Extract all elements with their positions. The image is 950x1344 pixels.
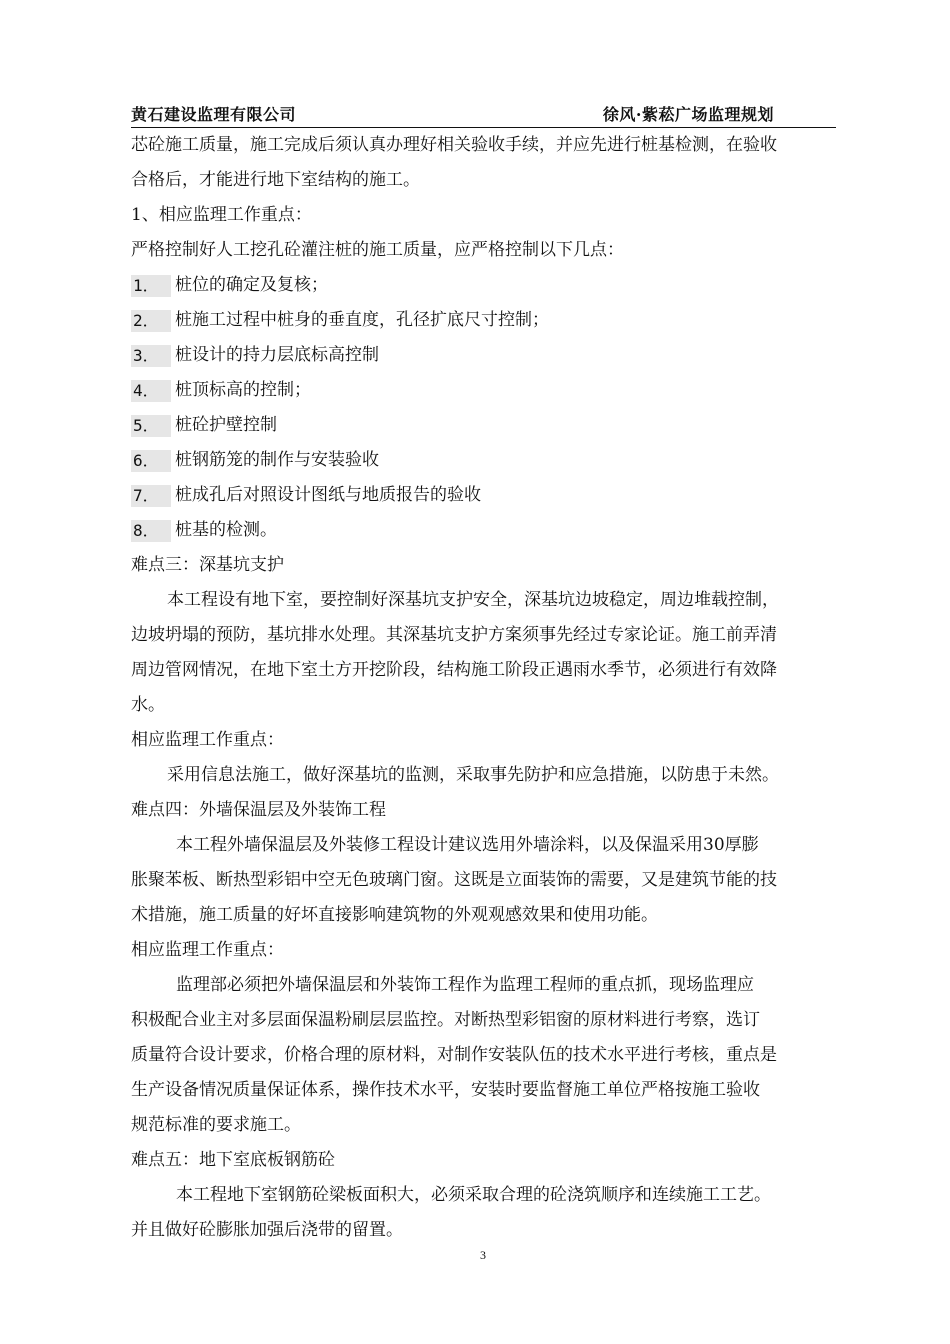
list-item (131, 478, 837, 513)
list-text: 桩位的确定及复核； (175, 275, 328, 295)
body-line: 严格控制好人工挖孔砼灌注桩的施工质量，应严格控制以下几点： (131, 240, 624, 260)
list-number: 2． (131, 310, 171, 332)
body-line: 并且做好砼膨胀加强后浇带的留置。 (131, 1220, 403, 1240)
list-number: 8． (131, 520, 171, 542)
list-item (131, 338, 837, 373)
body-line: 周边管网情况，在地下室土方开挖阶段，结构施工阶段正遇雨水季节，必须进行有效降 (131, 660, 777, 680)
subheading: 相应监理工作重点： (131, 730, 284, 750)
list-number: 3． (131, 345, 171, 367)
section-heading: 难点三：深基坑支护 (131, 555, 284, 575)
body-line: 规范标准的要求施工。 (131, 1115, 301, 1135)
header-project: 徐风·紫菘广场监理规划 (602, 105, 774, 124)
subheading: 1、相应监理工作重点： (131, 205, 312, 225)
body-line: 合格后，才能进行地下室结构的施工。 (131, 170, 420, 190)
list-item (131, 303, 837, 338)
list-item (131, 373, 837, 408)
list-text: 桩设计的持力层底标高控制 (175, 345, 379, 365)
list-number: 6． (131, 450, 171, 472)
list-text: 桩基的检测。 (175, 520, 277, 540)
page-number: 3 (480, 1248, 486, 1262)
body-line: 积极配合业主对多层面保温粉刷层层监控。对断热型彩铝窗的原材料进行考察，选订 (131, 1010, 760, 1030)
body-line: 本工程地下室钢筋砼梁板面积大，必须采取合理的砼浇筑顺序和连续施工工艺。 (176, 1185, 771, 1205)
body-line: 本工程外墙保温层及外装修工程设计建议选用外墙涂料，以及保温采用30厚膨 (176, 835, 759, 855)
header-company: 黄石建设监理有限公司 (131, 105, 297, 124)
list-text: 桩成孔后对照设计图纸与地质报告的验收 (175, 485, 481, 505)
page-header (131, 97, 836, 128)
list-number: 1． (131, 275, 171, 297)
body-line: 本工程设有地下室，要控制好深基坑支护安全，深基坑边坡稳定，周边堆载控制， (167, 590, 779, 610)
list-text: 桩施工过程中桩身的垂直度，孔径扩底尺寸控制； (175, 310, 549, 330)
list-text: 桩顶标高的控制； (175, 380, 311, 400)
body-line: 采用信息法施工，做好深基坑的监测，采取事先防护和应急措施，以防患于未然。 (167, 765, 779, 785)
subheading: 相应监理工作重点： (131, 940, 284, 960)
list-number: 7． (131, 485, 171, 507)
page-body (131, 128, 837, 1248)
list-number: 5． (131, 415, 171, 437)
list-item (131, 268, 837, 303)
section-heading: 难点五：地下室底板钢筋砼 (131, 1150, 335, 1170)
list-text: 桩钢筋笼的制作与安装验收 (175, 450, 379, 470)
body-line: 水。 (131, 695, 165, 715)
body-line: 监理部必须把外墙保温层和外装饰工程作为监理工程师的重点抓，现场监理应 (176, 975, 754, 995)
body-line: 边坡坍塌的预防，基坑排水处理。其深基坑支护方案须事先经过专家论证。施工前弄清 (131, 625, 777, 645)
section-heading: 难点四：外墙保温层及外装饰工程 (131, 800, 386, 820)
body-line: 生产设备情况质量保证体系，操作技术水平，安装时要监督施工单位严格按施工验收 (131, 1080, 760, 1100)
list-item (131, 408, 837, 443)
list-item (131, 443, 837, 478)
body-line: 芯砼施工质量，施工完成后须认真办理好相关验收手续，并应先进行桩基检测，在验收 (131, 135, 777, 155)
list-number: 4． (131, 380, 171, 402)
body-line: 术措施，施工质量的好坏直接影响建筑物的外观观感效果和使用功能。 (131, 905, 658, 925)
body-line: 质量符合设计要求，价格合理的原材料，对制作安装队伍的技术水平进行考核，重点是 (131, 1045, 777, 1065)
list-text: 桩砼护壁控制 (175, 415, 277, 435)
list-item (131, 513, 837, 548)
body-line: 胀聚苯板、断热型彩铝中空无色玻璃门窗。这既是立面装饰的需要，又是建筑节能的技 (131, 870, 777, 890)
